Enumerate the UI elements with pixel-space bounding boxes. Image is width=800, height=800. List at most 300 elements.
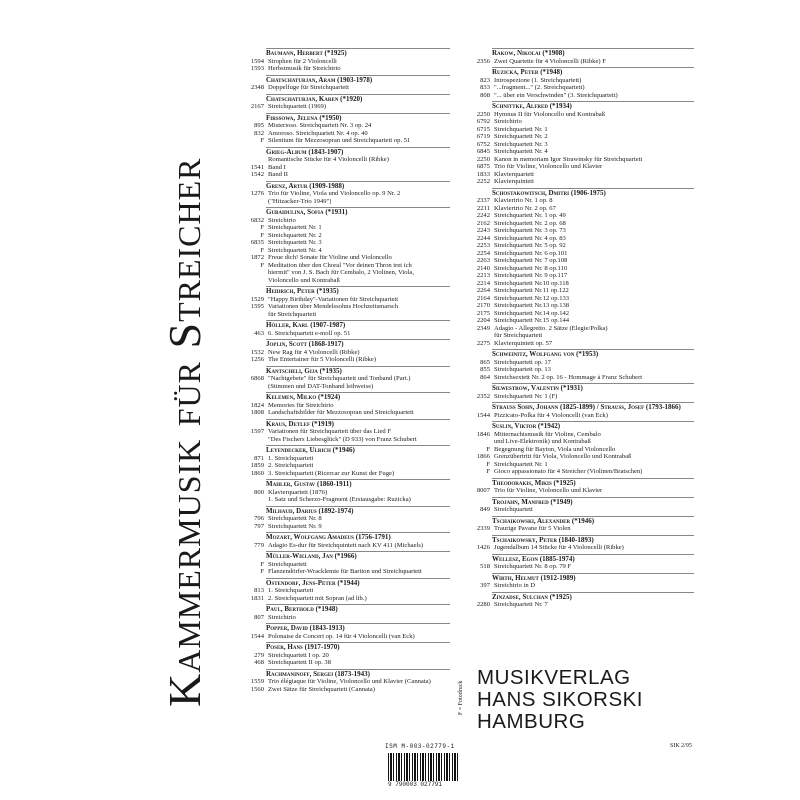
edition-number: 279	[254, 651, 264, 659]
work-title: 1. Streichquartett	[268, 587, 314, 594]
composer-name: Suslin, Viktor (*1942)	[492, 421, 694, 431]
work-row	[228, 190, 450, 198]
catalog-entry	[228, 623, 450, 640]
work-row	[454, 393, 694, 401]
work-row	[454, 487, 694, 495]
work-title: Streichquartett Nr.13 op.138	[494, 302, 570, 309]
publisher-line-3: HAMBURG	[477, 710, 586, 733]
edition-number: 6868	[250, 375, 264, 382]
composer-name: Tschaikowsky, Peter (1840-1893)	[492, 535, 694, 545]
edition-number: F	[486, 460, 490, 468]
edition-number: 2213	[476, 272, 490, 279]
edition-number: 1872	[250, 254, 264, 261]
work-title: Klavierquintett	[494, 178, 534, 185]
edition-number	[228, 156, 268, 164]
composer-name: Höller, Karl (1907-1987)	[266, 320, 450, 330]
work-title: Streichquartett Nr. 7	[494, 601, 548, 608]
catalog-entry	[228, 94, 450, 111]
work-row	[454, 453, 694, 461]
composer-name: Mozart, Wolfgang Amadeus (1756-1791)	[266, 532, 450, 542]
catalog-entry	[228, 551, 450, 576]
work-title: Trio für Violine, Violoncello und Klavier	[494, 163, 603, 170]
work-row	[454, 205, 694, 213]
catalog-entry	[454, 349, 694, 381]
work-title: "Happy Birthday"-Variationen für Streichquartett	[268, 295, 399, 303]
catalog-entry	[228, 604, 450, 621]
catalog-entry	[228, 366, 450, 391]
work-title: Streichquartett Nr. 2	[268, 231, 322, 239]
composer-name: Rakow, Nikolai (*1908)	[492, 48, 694, 58]
edition-number: 2275	[476, 339, 490, 347]
edition-number: 1808	[250, 409, 264, 416]
work-row	[454, 163, 694, 171]
edition-number: F	[260, 137, 264, 144]
work-title: Streichquartett Nr. 3 op. 73	[494, 227, 566, 234]
catalog-entry	[228, 48, 450, 73]
work-title: Misterioso. Streichquartett Nr. 3 op. 24	[268, 122, 372, 129]
work-title: Streichquartett Nr. 2	[494, 133, 548, 140]
work-row	[454, 92, 694, 100]
work-title: Streichquartett	[268, 560, 307, 568]
work-row	[228, 122, 450, 130]
work-row	[454, 601, 694, 609]
work-title: Streichquartett Nr. 6 op.101	[494, 249, 568, 257]
work-title: Streichquartett Nr. 8	[268, 515, 322, 522]
work-row	[228, 523, 450, 531]
edition-number: 1866	[476, 453, 490, 460]
work-title: "Nachtgebete" für Streichquartett und Tonband (Part.)	[268, 375, 411, 382]
edition-number: 6835	[250, 239, 264, 246]
edition-number: 2250	[476, 110, 490, 118]
edition-number: 2204	[476, 317, 490, 324]
edition-number	[228, 269, 268, 277]
edition-number: 1532	[250, 348, 264, 356]
work-row	[228, 496, 450, 504]
work-row	[454, 197, 694, 205]
work-title: Mitternachtsmusik für Violine, Cembalo	[494, 430, 601, 438]
work-row	[228, 349, 450, 357]
work-title: Zwei Sätze für Streichquartett (Cannata)	[268, 685, 375, 693]
edition-number: 2162	[476, 219, 490, 227]
work-title: Streichquartett Nr. 4	[268, 246, 322, 254]
catalog-entry	[228, 286, 450, 318]
work-title: Introspezione (1. Streichquartett)	[494, 76, 582, 84]
work-title: Streichquartett Nr. 4 op. 83	[494, 234, 566, 242]
work-row	[454, 461, 694, 469]
work-row	[454, 359, 694, 367]
edition-number: 2252	[476, 178, 490, 185]
catalog-entry	[454, 592, 694, 609]
edition-number: F	[486, 445, 490, 453]
work-row	[228, 652, 450, 660]
composer-name: Trojahn, Manfred (*1949)	[492, 497, 694, 507]
work-title: Pizzicato-Polka für 4 Violoncelli (van Eck)	[494, 411, 608, 419]
work-title: Streichquartett Nr. 8 op. 79 F	[494, 563, 572, 570]
work-title: Streichquartett Nr.14 op.142	[494, 309, 570, 317]
work-row	[228, 164, 450, 172]
edition-number: 2348	[250, 84, 264, 91]
vertical-title: Kammermusik für Streicher	[159, 157, 210, 707]
composer-name: Kantscheli, Gija (*1935)	[266, 366, 450, 376]
edition-number: F	[260, 261, 264, 269]
composer-name: Baumann, Herbert (*1925)	[266, 48, 450, 58]
composer-name: Theodorakis, Mikis (*1925)	[492, 478, 694, 488]
work-row	[454, 287, 694, 295]
catalog-entry	[228, 113, 450, 145]
work-row	[454, 242, 694, 250]
work-title: "...fragment..." (2. Streichquartett)	[494, 84, 585, 91]
composer-name: Kelemen, Milko (*1924)	[266, 392, 450, 402]
catalog-entry	[228, 578, 450, 603]
work-row	[454, 257, 694, 265]
work-title: Romantische Stücke für 4 Violoncelli (Ribke)	[268, 156, 389, 163]
work-title: 3. Streichquartett (Ricercar zur Kunst der Fuge)	[268, 469, 395, 477]
work-title: Streichquartett Nr. 3	[268, 239, 322, 246]
work-row	[228, 156, 450, 164]
work-row	[228, 198, 450, 206]
work-title: Hymnus II für Violoncello und Kontrabaß	[494, 110, 606, 118]
work-row	[228, 614, 450, 622]
composer-name: Strauss Sohn, Johann (1825-1899) / Strauss, Josef (1793-1866)	[492, 402, 694, 412]
work-row	[228, 436, 450, 444]
work-title: ("Hitzacker-Trio 1949")	[268, 197, 332, 205]
work-title: Variationen über Mendelssohns Hochzeitsmarsch	[268, 303, 399, 310]
work-title: Streichquartett Nr.10 op.118	[494, 279, 569, 287]
edition-number: 2349	[476, 324, 490, 332]
work-row	[454, 325, 694, 333]
work-title: Flanzendörfer-Wracklemte für Bariton und Streichquartett	[268, 568, 422, 575]
edition-number: 849	[480, 506, 490, 513]
catalog-entry	[228, 392, 450, 417]
work-title: Streichquartett Nr. 9 op.117	[494, 272, 568, 279]
work-title: Zwei Quartette für 4 Violoncelli (Ribke) F	[494, 57, 606, 65]
work-row	[454, 118, 694, 126]
edition-number: 1846	[476, 430, 490, 438]
catalog-entry	[454, 478, 694, 495]
barcode-image	[388, 753, 458, 781]
edition-number: 895	[254, 122, 264, 129]
edition-number	[228, 383, 268, 391]
ism-number: ISM M-003-02779-1	[385, 743, 455, 750]
work-row	[454, 332, 694, 340]
catalog-entry	[228, 147, 450, 179]
composer-name: Ostendorf, Jens-Peter (*1944)	[266, 578, 450, 588]
work-title: für Streichquartett	[268, 310, 317, 318]
composer-name: Firssowa, Jelena (*1950)	[266, 113, 450, 123]
edition-number: 1595	[250, 303, 264, 310]
edition-number: 833	[480, 84, 490, 91]
work-title: Jugendalbum 14 Stücke für 4 Violoncelli (Ribke)	[494, 544, 624, 551]
edition-number: 871	[254, 454, 264, 462]
composer-name: Kraus, Detlef (*1919)	[266, 419, 450, 429]
work-title: Streichquartett Nr. 5 op. 92	[494, 242, 566, 249]
composer-name: Schostakowitsch, Dmitri (1906-1975)	[492, 188, 694, 198]
edition-number: 813	[254, 587, 264, 594]
work-row	[228, 455, 450, 463]
catalog-entry	[454, 383, 694, 400]
catalog-entry	[454, 67, 694, 99]
edition-number: 2253	[476, 242, 490, 249]
edition-number: 1594	[250, 57, 264, 65]
edition-number: F	[260, 568, 264, 575]
work-title: Silentium für Mezzosopran und Streichquartett op. 51	[268, 137, 411, 144]
work-row	[228, 84, 450, 92]
composer-name: Wirth, Helmut (1912-1989)	[492, 573, 694, 583]
edition-number: 6719	[476, 133, 490, 140]
composer-name: Gubaidulina, Sofia (*1931)	[266, 207, 450, 217]
edition-number: 808	[480, 91, 490, 99]
catalog-entry	[228, 181, 450, 206]
work-row	[454, 141, 694, 149]
work-title: Streichtrio	[268, 613, 296, 621]
edition-number: 1256	[250, 356, 264, 363]
edition-number: 2254	[476, 249, 490, 257]
edition-number: 1529	[250, 295, 264, 303]
composer-name: Silwestrow, Valentin (*1931)	[492, 383, 694, 393]
work-row	[228, 542, 450, 550]
work-row	[454, 340, 694, 348]
edition-number: 796	[254, 515, 264, 522]
work-row	[228, 239, 450, 247]
work-title: Landschaftsbilder für Mezzosopran und Streichquartett	[268, 409, 414, 416]
work-title: Streichsextett Nr. 2 op. 16 - Hommage à Franz Schubert	[494, 373, 643, 381]
catalog-entry	[228, 479, 450, 504]
composer-name: Joplin, Scott (1868-1917)	[266, 339, 450, 349]
work-title: Kanon in memoriam Igor Strawinsky für Streichquartett	[494, 155, 643, 163]
work-title: The Entertainer für 5 Violoncelli (Ribke)	[268, 356, 377, 363]
work-title: für Streichquartett	[494, 332, 543, 339]
publisher-line-2: HANS SIKORSKI	[477, 688, 643, 711]
edition-number: 1833	[476, 170, 490, 178]
work-row	[228, 678, 450, 686]
catalog-entry	[454, 573, 694, 590]
edition-number: 1541	[250, 163, 264, 171]
work-row	[454, 582, 694, 590]
work-row	[454, 250, 694, 258]
work-title: Klavierquartett	[494, 170, 534, 178]
edition-number: F	[260, 224, 264, 231]
work-title: Streichquartett Nr. 8 op.110	[494, 264, 568, 272]
composer-name: Tschaikowski, Alexander (*1946)	[492, 516, 694, 526]
work-row	[228, 686, 450, 694]
catalog-entry	[454, 554, 694, 571]
catalog-entry	[228, 75, 450, 92]
work-row	[454, 544, 694, 552]
catalog-entry	[228, 506, 450, 531]
work-row	[228, 137, 450, 145]
edition-number: 6752	[476, 140, 490, 148]
work-row	[454, 148, 694, 156]
composer-name: Heidrich, Peter (*1935)	[266, 286, 450, 296]
work-title: Streichquartett Nr.11 op.122	[494, 287, 569, 294]
sku-code: SIK 2/95	[670, 743, 692, 749]
work-row	[228, 254, 450, 262]
edition-number: 463	[254, 329, 264, 337]
work-row	[454, 133, 694, 141]
catalog-entry	[228, 669, 450, 694]
work-title: Variationen für Streichquartett über das Lied F	[268, 428, 392, 435]
edition-number: 1860	[250, 469, 264, 477]
work-title: Adagio - Allegretto. 2 Sätze (Elegie/Polka)	[494, 324, 608, 332]
work-row	[228, 262, 450, 270]
catalog-column-left	[228, 48, 450, 695]
edition-number: F	[260, 231, 264, 239]
work-title: Doppelfuge für Streichquartett	[268, 84, 349, 91]
work-title: Grenzübertritt für Viola, Violoncello und Kontrabaß	[494, 453, 632, 460]
work-title: 1. Streichquartett	[268, 454, 314, 462]
work-row	[228, 561, 450, 569]
edition-number: 2339	[476, 525, 490, 532]
work-row	[454, 84, 694, 92]
composer-name: Mahler, Gustav (1860-1911)	[266, 479, 450, 489]
edition-number: 2175	[476, 309, 490, 317]
barcode-number: 9 790003 027791	[388, 781, 443, 788]
work-row	[454, 235, 694, 243]
edition-number: 2140	[476, 264, 490, 272]
work-title: Violoncello und Kontrabaß	[268, 276, 340, 284]
work-title: Streichtrio	[494, 118, 522, 125]
edition-number: 865	[480, 358, 490, 366]
work-row	[454, 468, 694, 476]
work-row	[454, 431, 694, 439]
edition-number	[228, 436, 268, 444]
work-title: 2. Streichquartett mit Sopran (ad lib.)	[268, 594, 367, 602]
work-title: Strophen für 2 Violoncelli	[268, 57, 337, 65]
work-title: "Des Fischers Liebesglück" (D 933) von Franz Schubert	[268, 435, 417, 443]
work-title: Band I	[268, 163, 286, 171]
edition-number: 6832	[250, 216, 264, 224]
work-row	[454, 227, 694, 235]
work-title: Streichquartett (1969)	[268, 103, 327, 110]
edition-number	[228, 311, 268, 319]
work-row	[228, 462, 450, 470]
edition-number: 2167	[250, 103, 264, 110]
composer-name: Müller-Wieland, Jan (*1966)	[266, 551, 450, 561]
work-row	[228, 330, 450, 338]
edition-number: 1426	[476, 544, 490, 551]
catalog-entry	[228, 642, 450, 667]
edition-number: 2264	[476, 287, 490, 294]
work-row	[228, 568, 450, 576]
work-row	[228, 277, 450, 285]
work-title: Streichquartett Nr. 9	[268, 522, 322, 530]
work-row	[454, 111, 694, 119]
catalog-entry	[228, 445, 450, 477]
work-row	[228, 58, 450, 66]
edition-number: 1560	[250, 685, 264, 693]
edition-number: 6792	[476, 118, 490, 125]
composer-name: Popper, David (1843-1913)	[266, 623, 450, 633]
catalog-entry	[228, 419, 450, 444]
work-title: Traurige Pavane für 5 Violen	[494, 525, 571, 532]
edition-number: 2170	[476, 302, 490, 309]
edition-number: 1542	[250, 171, 264, 178]
edition-number: 1831	[250, 594, 264, 602]
publisher-block	[477, 667, 702, 733]
work-title: Streichquartett Nr. 7 op.108	[494, 257, 568, 264]
edition-number: F	[260, 560, 264, 568]
work-row	[454, 412, 694, 420]
work-title: Freue dich! Sonate für Violine und Violoncello	[268, 254, 392, 261]
work-row	[228, 356, 450, 364]
work-row	[228, 232, 450, 240]
work-title: Adagio Es-dur für Streichquintett nach KV 411 (Michaels)	[268, 541, 424, 549]
catalog-column-right	[454, 48, 694, 611]
work-title: "... über ein Verschwinden" (3. Streichquartett)	[494, 91, 618, 99]
work-row	[454, 366, 694, 374]
work-title: Streichquartett Nr.12 op.133	[494, 294, 570, 302]
edition-number	[228, 277, 268, 285]
composer-name: Schweinitz, Wolfgang von (*1953)	[492, 349, 694, 359]
catalog-entry	[454, 101, 694, 186]
composer-name: Poser, Hans (1917-1970)	[266, 642, 450, 652]
edition-number: 800	[254, 488, 264, 496]
work-title: Herbstmusik für Streichtrio	[268, 65, 341, 72]
work-row	[454, 374, 694, 382]
edition-number: 2211	[477, 204, 490, 212]
work-row	[228, 587, 450, 595]
edition-number	[228, 198, 268, 206]
work-title: Trio für Violine, Viola und Violoncello op. 9 Nr. 2	[268, 190, 401, 197]
work-title: Streichquartett op. 13	[494, 366, 551, 373]
edition-number: 8007	[476, 487, 490, 494]
work-title: Streichquartett II op. 38	[268, 659, 331, 666]
work-row	[228, 515, 450, 523]
work-row	[454, 525, 694, 533]
work-row	[228, 296, 450, 304]
work-title: Trio für Violine, Violoncello und Klavier	[494, 487, 603, 494]
footnote: F = Fotodruck	[458, 680, 464, 715]
work-title: Streichquartett Nr. 1 op. 49	[494, 212, 566, 219]
work-row	[454, 126, 694, 134]
edition-number: 2242	[476, 212, 490, 219]
edition-number: 1276	[250, 190, 264, 197]
work-row	[454, 438, 694, 446]
work-row	[454, 220, 694, 228]
work-row	[228, 247, 450, 255]
edition-number: F	[486, 468, 490, 475]
edition-number: 6875	[476, 163, 490, 170]
work-row	[228, 224, 450, 232]
publisher-line-1: MUSIKVERLAG	[477, 666, 631, 689]
work-title: 6. Streichquartett e-moll op. 51	[268, 329, 351, 337]
work-row	[228, 65, 450, 73]
edition-number: 797	[254, 522, 264, 530]
edition-number: 1824	[250, 401, 264, 409]
edition-number: 2164	[476, 294, 490, 302]
catalog-entry	[228, 339, 450, 364]
edition-number: 2244	[476, 234, 490, 242]
work-title: Streichtrio	[268, 216, 296, 224]
edition-number: 1593	[250, 65, 264, 72]
catalog-entry	[228, 532, 450, 549]
edition-number: 1559	[250, 678, 264, 685]
work-row	[454, 178, 694, 186]
edition-number: 6845	[476, 148, 490, 155]
edition-number: F	[260, 246, 264, 254]
work-title: Streichquartett Nr. 4	[494, 148, 548, 155]
work-row	[228, 130, 450, 138]
work-row	[454, 156, 694, 164]
work-title: Streichquartett Nr. 2 op. 68	[494, 219, 566, 227]
work-row	[228, 633, 450, 641]
work-row	[228, 409, 450, 417]
edition-number: 2337	[476, 197, 490, 204]
catalog-entry	[228, 320, 450, 337]
work-row	[228, 402, 450, 410]
work-title: Trio élégiaque für Violine, Violoncello und Klavier (Cannata)	[268, 678, 431, 685]
work-row	[454, 272, 694, 280]
